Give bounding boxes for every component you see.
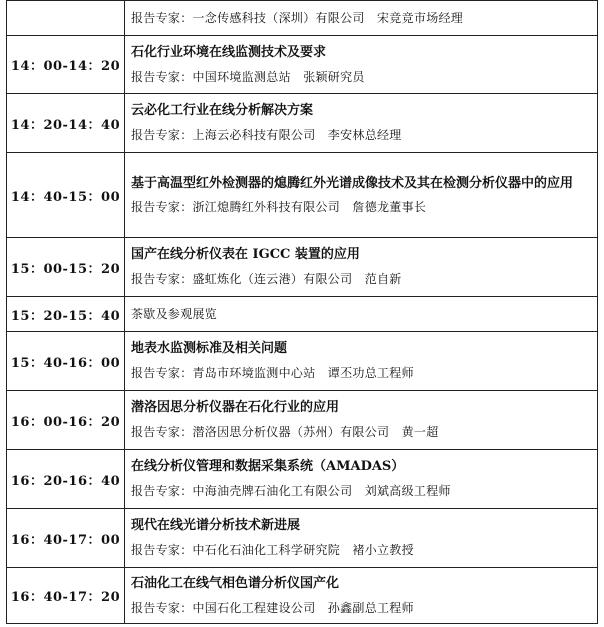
time-cell: 16：40-17：00: [7, 509, 125, 568]
table-row: [7, 450, 598, 509]
expert-text: 报告专家：浙江熄腾红外科技有限公司 詹德龙董事长: [131, 199, 427, 214]
time-cell: 16：20-16：40: [7, 450, 125, 509]
time-cell: 16：40-17：20: [7, 568, 125, 624]
topic-title: 在线分析仪管理和数据采集系统（AMADAS）: [131, 459, 405, 474]
time-cell: 14：00-14：20: [7, 36, 125, 94]
break-text: 茶歇及参观展览: [131, 307, 218, 321]
desc-cell: [125, 391, 598, 450]
table-row: [7, 568, 598, 624]
topic-title: 石油化工在线气相色谱分析仪国产化: [131, 575, 340, 591]
expert-text: 报告专家：上海云必科技有限公司 李安林总经理: [131, 128, 402, 142]
desc-cell: [125, 36, 598, 94]
desc-cell: [125, 238, 598, 297]
table-row: [7, 297, 598, 332]
table-row: [7, 238, 598, 297]
desc-cell: [125, 509, 598, 568]
time-cell: 15：40-16：00: [7, 332, 125, 391]
desc-cell: [125, 297, 598, 332]
topic-title: 石化行业环境在线监测技术及要求: [131, 44, 327, 60]
table-row: [7, 391, 598, 450]
topic-title: 国产在线分析仪表在 IGCC 装置的应用: [131, 247, 360, 262]
time-cell: [7, 1, 125, 36]
table-row: [7, 94, 598, 153]
expert-text: 报告专家：中石化石油化工科学研究院 褚小立教授: [131, 543, 414, 557]
time-cell: 16：00-16：20: [7, 391, 125, 450]
desc-cell: [125, 332, 598, 391]
table-row: [7, 1, 598, 36]
time-cell: 15：00-15：20: [7, 238, 125, 297]
expert-text: 报告专家：中国环境监测总站 张颖研究员: [131, 69, 365, 84]
table-row: [7, 509, 598, 568]
expert-text: 报告专家：青岛市环境监测中心站 谭丕功总工程师: [131, 366, 414, 380]
desc-cell: [125, 450, 598, 509]
topic-title: 地表水监测标准及相关问题: [131, 341, 288, 356]
desc-cell: [125, 568, 598, 624]
desc-cell: [125, 94, 598, 153]
time-cell: 14：20-14：40: [7, 94, 125, 153]
desc-cell: [125, 1, 598, 36]
topic-title: 云必化工行业在线分析解决方案: [131, 103, 314, 118]
topic-title: 潜洛因思分析仪器在石化行业的应用: [131, 400, 340, 415]
table-row: [7, 153, 598, 238]
topic-title: 现代在线光谱分析技术新进展: [131, 518, 301, 533]
topic-title: 基于高温型红外检测器的熄腾红外光谱成像技术及其在检测分析仪器中的应用: [131, 175, 574, 191]
expert-text: 报告专家：一念传感科技（深圳）有限公司 宋竞竞市场经理: [131, 11, 464, 25]
time-cell: 14：40-15：00: [7, 153, 125, 238]
expert-text: 报告专家：潜洛因思分析仪器（苏州）有限公司 黄一超: [131, 425, 439, 439]
time-cell: 15：20-15：40: [7, 297, 125, 332]
expert-text: 报告专家：盛虹炼化（连云港）有限公司 范自新: [131, 272, 402, 286]
table-row: [7, 36, 598, 94]
expert-text: 报告专家：中海油壳牌石油化工有限公司 刘斌高级工程师: [131, 484, 451, 498]
expert-text: 报告专家：中国石化工程建设公司 孙鑫副总工程师: [131, 600, 414, 615]
desc-cell: [125, 153, 598, 238]
schedule-table: [6, 0, 598, 624]
table-row: [7, 332, 598, 391]
